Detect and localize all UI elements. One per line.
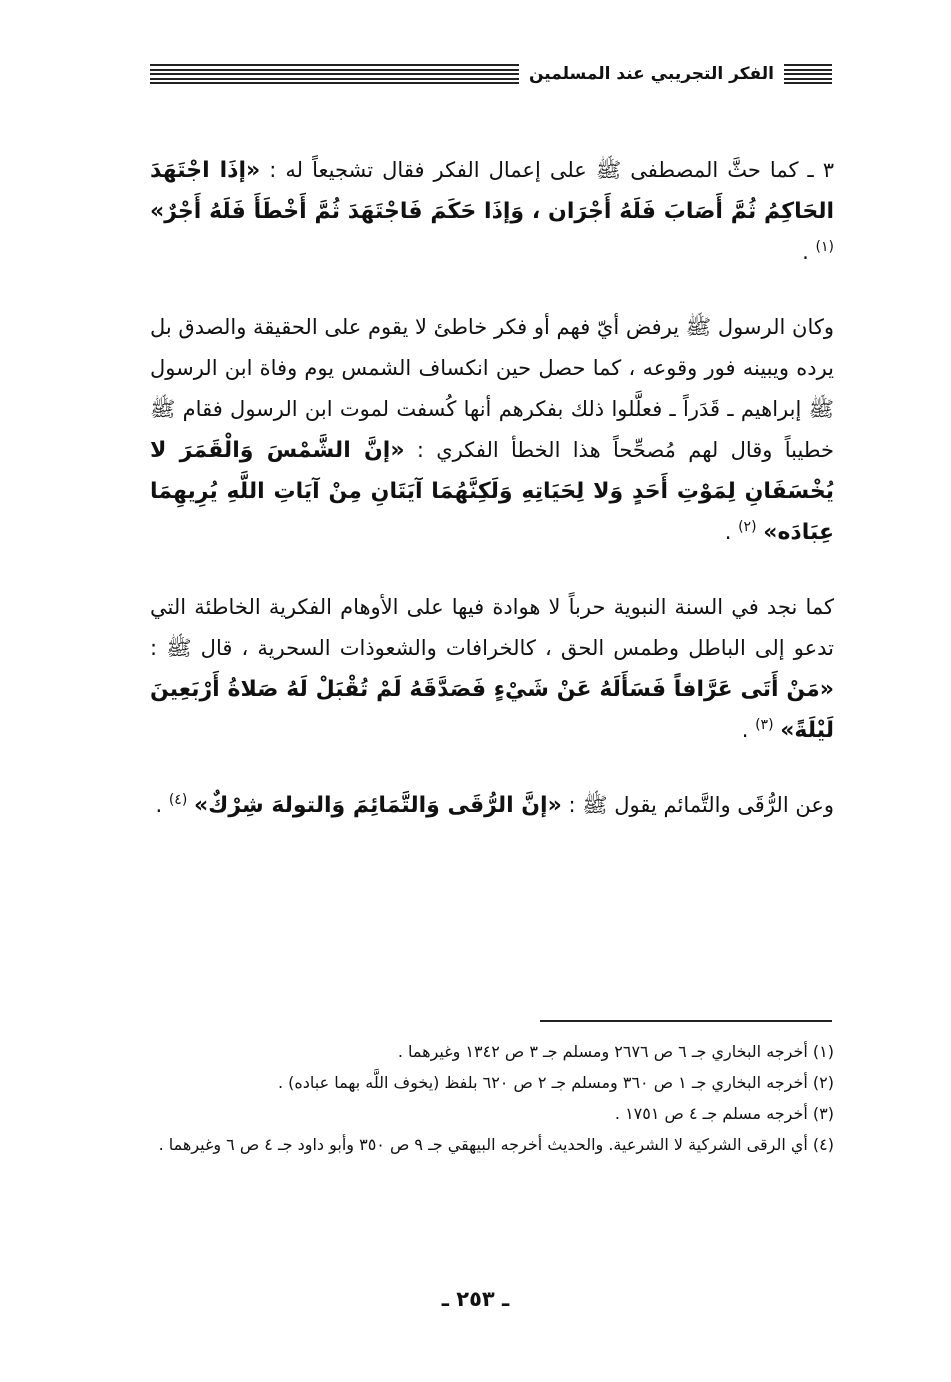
footnote-1: (١) أخرجه البخاري جـ ٦ ص ٢٦٧٦ ومسلم جـ ٣ ص ١٣٤٢ وغيرهما . xyxy=(397,1042,834,1061)
page-number: ـ ٢٥٣ ـ xyxy=(441,1287,510,1311)
hadith-quote: «إنَّ الشَّمْسَ وَالْقَمَرَ لا يُخْسَفَانِ لِمَوْتِ أَحَدٍ وَلا لِحَيَاتِهِ وَلَكِنَّهُمَا آيَتَانِ مِنْ آيَاتِ اللَّهِ يُرِيهِمَا عِبَادَه» xyxy=(150,438,834,545)
hadith-quote: «إنَّ الرُّقَى وَالتَّمَائِمَ وَالتولهَ شِرْكٌ» xyxy=(193,793,562,818)
paragraph-2 xyxy=(150,307,834,553)
hadith-quote: «مَنْ أَتَى عَرَّافاً فَسَأَلَهُ عَنْ شَيْءٍ فَصَدَّقَهُ لَمْ تُقْبَلْ لَهُ صَلاةُ أَرْبَعِينَ لَيْلَةً» xyxy=(150,677,834,743)
paragraph-text: وعن الرُّقَى والتَّمائم يقول ﷺ : xyxy=(561,793,834,817)
paragraph-1 xyxy=(150,150,834,273)
footnote-2: (٢) أخرجه البخاري جـ ١ ص ٣٦٠ ومسلم جـ ٢ ص ٦٢٠ بلفظ (يخوف اللَّه بهما عباده) . xyxy=(277,1073,834,1092)
footnote-3: (٣) أخرجه مسلم جـ ٤ ص ١٧٥١ . xyxy=(614,1104,834,1123)
footnote-4: (٤) أي الرقى الشركية لا الشرعية. والحديث أخرجه البيهقي جـ ٩ ص ٣٥٠ وأبو داود جـ ٤ ص ٦ وغيرهما . xyxy=(158,1135,834,1154)
paragraph-end: . xyxy=(724,520,739,544)
footnote-ref: (٢) xyxy=(738,519,757,535)
paragraph-text: ٣ ـ كما حثَّ المصطفى ﷺ على إعمال الفكر فقال تشجيعاً له : xyxy=(260,158,834,182)
paragraph-end: . xyxy=(741,718,756,742)
paragraph-text: كما نجد في السنة النبوية حرباً لا هوادة فيها على الأوهام الفكرية الخاطئة التي تدعو إلى الباطل وطمس الحق ، كالخرافات والشعوذات السحرية ، قال ﷺ : xyxy=(150,595,834,660)
running-header xyxy=(150,58,832,90)
main-text xyxy=(150,150,834,860)
header-title: الفكر التجريبي عند المسلمين xyxy=(528,64,774,84)
header-rule-right xyxy=(784,64,832,84)
footnote-ref: (٣) xyxy=(755,717,774,733)
paragraph-4 xyxy=(150,785,834,826)
header-rule-left xyxy=(150,64,519,84)
hadith-quote: «إذَا اجْتَهَدَ الحَاكِمُ ثُمَّ أَصَابَ فَلَهُ أَجْرَان ، وَإذَا حَكَمَ فَاجْتَهَدَ ثُمَّ أَخْطَأَ فَلَهُ أَجْرٌ» xyxy=(150,158,834,224)
footnote-separator xyxy=(540,1020,832,1022)
footnote-ref: (٤) xyxy=(168,792,188,808)
footnotes xyxy=(150,1036,834,1160)
paragraph-3 xyxy=(150,587,834,751)
paragraph-end: . xyxy=(155,793,169,817)
paragraph-text: وكان الرسول ﷺ يرفض أيّ فهم أو فكر خاطئ لا يقوم على الحقيقة والصدق بل يرده ويبينه فور وقوعه ، كما حصل حين انكساف الشمس يوم وفاة ابن الرسول ﷺ إبراهيم ـ قَدَراً ـ فعلَّلوا ذلك بفكرهم أنها كُسفت لموت ابن الرسول فقام ﷺ خطيباً وقال لهم مُصحِّحاً هذا الخطأ الفكري : xyxy=(150,315,834,462)
footnote-ref: (١) xyxy=(815,239,834,255)
paragraph-end: . xyxy=(802,240,816,264)
